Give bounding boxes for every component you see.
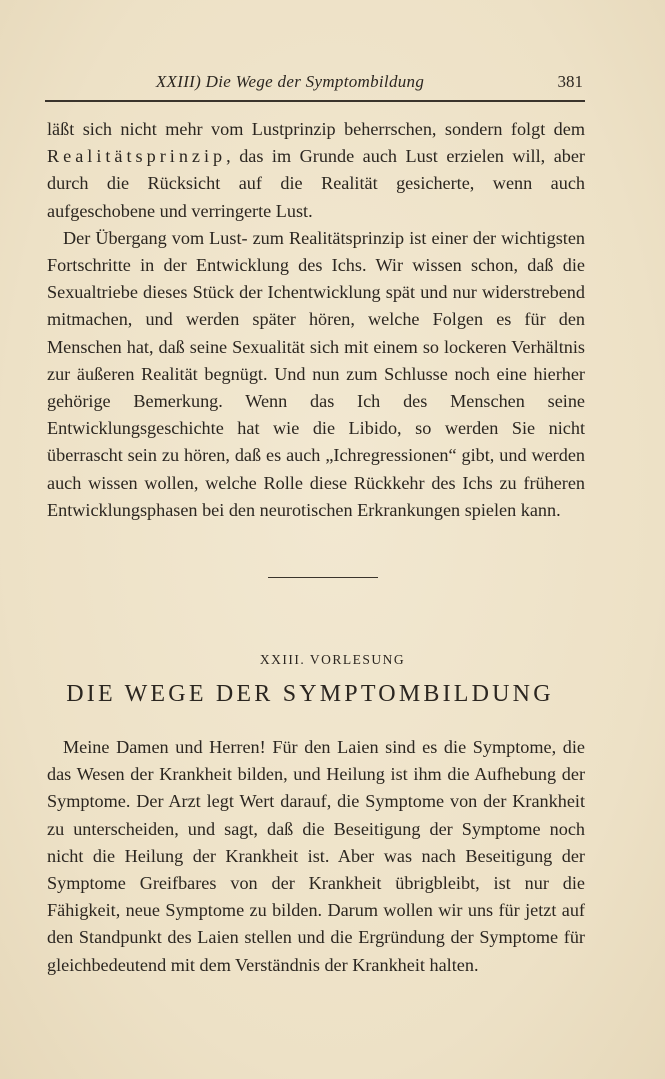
paragraph1-text-b: , das im Grunde auch Lust erzielen will, aber durch die Rücksicht auf die Realität gesicherte, wenn auch aufgeschobene und verringerte Lust. xyxy=(47,146,585,221)
paragraph-3: Meine Damen und Herren! Für den Laien sind es die Symptome, die das Wesen der Krankheit bilden, und Heilung ist ihm die Aufhebung der Symptome. Der Arzt legt Wert darauf, die Symptome von der Krankheit zu unterscheiden, und sagt, daß die Beseitigung der Symptome noch nicht die Heilung der Krankheit ist. Aber was nach Beseitigung der Symptome Greifbares von der Krankheit übrigbleibt, ist nur die Fähigkeit, neue Symptome zu bilden. Darum wollen wir uns für jetzt auf den Standpunkt des Laien stellen und die Ergründung der Symptome für gleichbedeutend mit dem Verständnis der Krankheit halten. xyxy=(47,737,585,975)
running-head: XXIII) Die Wege der Symptombildung xyxy=(155,72,425,91)
page-number: 381 xyxy=(557,72,583,91)
page-header xyxy=(45,72,585,96)
paragraph-continued xyxy=(47,116,585,225)
paragraph1-text-a: läßt sich nicht mehr vom Lustprinzip beherrschen, sondern folgt dem xyxy=(47,119,585,139)
chapter-label: XXIII. VORLESUNG xyxy=(259,652,406,667)
spaced-term: Realitätsprinzip xyxy=(47,146,227,167)
chapter-title: DIE WEGE DER SYMPTOMBILDUNG xyxy=(66,681,554,707)
upper-text-block xyxy=(47,116,585,524)
header-rule xyxy=(45,100,585,102)
paragraph-2: Der Übergang vom Lust- zum Realitätsprinzip ist einer der wichtigsten Fortschritte in der Entwicklung des Ichs. Wir wissen schon, daß die Sexualtriebe dieses Stück der Ichentwicklung spät und nur widerstrebend mitmachen, und werden später hören, welche Folgen es für den Menschen hat, daß seine Sexualität sich mit einem so lockeren Verhältnis zur äußeren Realität begnügt. Und nun zum Schlusse noch eine hierher gehörige Bemerkung. Wenn das Ich des Menschen seine Entwicklungsgeschichte hat wie die Libido, so werden Sie nicht überrascht sein zu hören, daß es auch „Ichregressionen“ gibt, und werden auch wissen wollen, welche Rolle diese Rückkehr des Ichs zu früheren Entwicklungsphasen bei den neurotischen Erkrankungen spielen kann. xyxy=(47,227,585,520)
section-separator xyxy=(268,577,378,578)
lower-text-block xyxy=(47,734,585,979)
